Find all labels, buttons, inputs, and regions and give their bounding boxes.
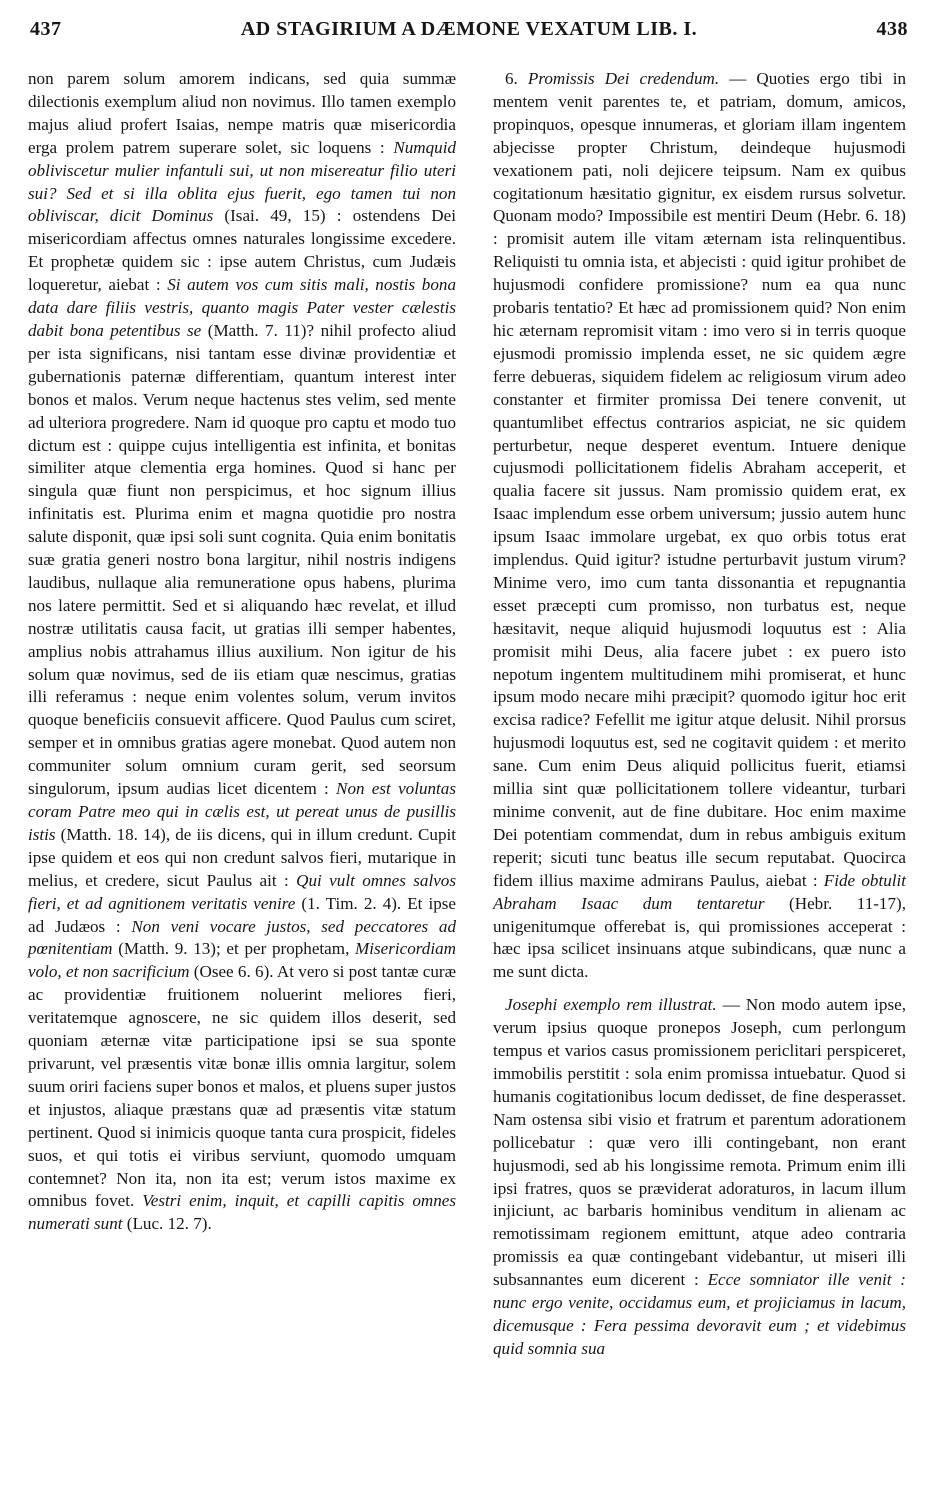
body-text: — Quoties ergo tibi in mentem venit parentes te, et patriam, domum, amicos, propinquos, opesque innumeras, et gloriam illam ingentem abjecisse propter Christum, deindeque hujusmodi vexationem pati, noli dejicere teipsum. Nam ex quibus cogitationum hæsitatio gignitur, ex eisdem rursus solvetur. Quonam modo? Impossibile est mentiri Deum (Hebr. 6. 18) : promisit autem ille vitam æternam ista relinquentibus. Reliquisti tu omnia ista, et abjecisti : quid igitur prohibet de hujusmodi confidere promissione? num ea qua nunc probaris tentatio? Et hæc ad promissionem quid? Non enim hic æternam repromisit vitam : imo vero si in terris quoque ejusmodi promissio implenda esset, ne sic quidem ægre ferre debueras, siquidem fidelem ac religiosum virum adeo constanter et firmiter promissa Dei tenere convenit, ut quantumlibet effectus contrarios aspiciat, ne sic quidem perturbetur, neque desperet eventum. Intuere denique cujusmodi pollicitationem fidelis Abraham acceperit, et qualia facere sit jussus. Nam promissio quidem erat, ex Isaac implendum esse orbem universum; jussio autem hunc ipsum Isaac immolare urgebat, ex quo orbis totus erat implendus. Quid igitur? istudne perturbavit justum virum? Minime vero, imo cum tanta dissonantia et repugnantia esset præcepti cum promisso, non turbatus est, neque hæsitavit, neque aliquid hujusmodi loquutus est : Alia promisit mihi Deus, alia facere jubet : ex puero isto nepotum ingentem multitudinem mihi promiserat, et hunc ipsum modo necare mihi præcipit? quomodo igitur hoc erit excisa radice? Fefellit me igitur atque delusit. Nihil prorsus hujusmodi loquutus est, sed ne cogitavit quidem : et merito sane. Cum enim Deus aliquid pollicitus fuerit, etiamsi millia sint quæ pollicitationem tollere videantur, turbari minime convenit, aut de fine dubitare. Hoc enim maxime Dei potentiam commendat, dum in rebus ambiguis exitum reperit; sicuti tunc beatus ille secum reputabat. Quocirca fidem illius maxime admirans Paulus, aiebat : (493, 69, 907, 890)
scripture-quote: Si autem vos cum sitis mali, nostis bona data dare filiis vestris, quanto magis Pater vester cælestis dabit bona petentibus se (28, 275, 456, 340)
body-text: (Matth. 18. 14), de iis dicens, qui in illum credunt. Cupit ipse quidem et eos qui non credunt salvos fieri, mutarique in melius, et credere, sicut Paulus ait : (28, 824, 456, 890)
body-text: non parem solum amorem indicans, sed quia summæ dilectionis exemplum aliud non novimus. Illo tamen exemplo majus aliud profert Isaias, nempe matris quæ misericordia erga prolem patrem superare solet, sic loquens : (28, 69, 456, 157)
section-number: 6. (505, 69, 528, 88)
running-title: AD STAGIRIUM A DÆMONE VEXATUM LIB. I. (240, 18, 698, 40)
scripture-quote: Non est voluntas coram Patre meo qui in cælis est, ut pereat unus de pusillis istis (28, 779, 456, 844)
section-7-paragraph (493, 994, 906, 1361)
body-text: (1. Tim. 2. 4). Et ipse ad Judæos : (28, 893, 456, 936)
scripture-quote: Fide obtulit Abraham Isaac dum tentaretur (493, 870, 906, 913)
scripture-quote: Vestri enim, inquit, et capilli capitis omnes numerati sunt (28, 1191, 457, 1234)
body-text: (Osee 6. 6). At vero si post tantæ curæ ac providentiæ fruitionem noluerint meliores fieri, veritatemque agnoscere, ne sic quidem illos deserit, sed quoniam æternæ vitæ participatione ipsi se sua sponte privarunt, vel præsentis vitæ bonæ illis omnia largitur, solem suum oriri faciens super bonos et malos, et pluens super justos et injustos, aliaque præstans quæ ad præsentis vitæ statum pertinent. Quod si inimicis quoque tanta cura prospicit, fideles suos, et qui totis ei viribus serviunt, quomodo umquam contemnet? Non ita, non ita est; verum istos maxime ex omnibus fovet. (28, 962, 456, 1211)
body-text: (Hebr. 11-17), unigenitumque offerebat is, qui promissiones acceperat : hæc ipsa scilicet insinuans atque subindicans, quæ nunc a me sunt dicta. (493, 893, 906, 982)
section-6-paragraph (493, 68, 906, 984)
scripture-quote: Ecce somniator ille venit : nunc ergo venite, occidamus eum, et projiciamus in lacum, dicemusque : Fera pessima devoravit eum ; et videbimus quid somnia sua (493, 1270, 906, 1358)
scripture-quote: Non veni vocare justos, sed peccatores ad pœnitentiam (28, 916, 456, 959)
page-number-right: 438 (876, 18, 908, 40)
left-column (28, 68, 456, 1236)
body-text: (Matth. 9. 13); et per prophetam, (112, 939, 356, 959)
paragraph (28, 68, 456, 1236)
section-heading: Promissis Dei credendum. (527, 69, 720, 88)
section-heading: Josephi exemplo rem illustrat. (505, 995, 717, 1015)
body-text: (Luc. 12. 7). (122, 1214, 212, 1234)
body-text: (Matth. 7. 11)? nihil profecto aliud per ista significans, nisi tantam esse divinæ providentiæ et gubernationis paternæ differentiam, quantum interest inter bonos et malos. Verum neque hactenus stes velim, sed mente ad ulteriora progredere. Nam id quoque pro captu et modo tuo dictum est : quippe cujus intelligentia est infinita, et bonitas similiter atque clementia erga homines. Quod si hanc per singula quæ fiunt non perspicimus, et hoc signum illius infinitatis est. Plurima enim et magna quotidie pro nostra salute disponit, quæ ipsi soli sunt cognita. Quia enim bonitatis suæ gratia generi nostro bona largitur, nihil nostris indigens laudibus, nullaque alia remuneratione opus habens, plurima nos latere permittit. Sed et si aliquando hæc revelat, et illud nostræ utilitatis causa facit, ut gratias illi semper habentes, amplius nobis attrahamus illius auxilium. Non igitur de his solum quæ novimus, sed de iis etiam quæ nescimus, gratias illi referamus : neque enim volentes solum, verum invitos quoque beneficiis consuevit afficere. Quod Paulus cum sciret, semper et in omnibus gratias agere monebat. Quod autem non communiter solum omnium curam gerit, sed seorsum singulorum, ipsum audias licet dicentem : (28, 320, 456, 799)
right-column (493, 68, 906, 1361)
scripture-quote: Numquid obliviscetur mulier infantuli sui, ut non misereatur filio uteri sui? Sed et si illa oblita ejus fuerit, ego tamen tui non obliviscar, dicit Dominus (28, 137, 456, 226)
body-text: — Non modo autem ipse, verum ipsius quoque pronepos Joseph, cum perlongum tempus et varios casus promissionem periclitari perspiceret, immobilis perstitit : sola enim promissa intuebatur. Quod si humanis cogitationibus locum dedisset, de fine desperasset. Nam ostensa sibi visio et fratrum et parentum adorationem pollicebatur : quæ vero illi contingebant, non erant hujusmodi, sed ab his longissime remota. Primum enim illi ipsi fratres, quos se præviderat adoraturos, in lacum illum injiciunt, ac barbaris hominibus venditum in alienam ac remotissimam regionem emittunt, atque adeo contraria promissis ea quæ contingebant videbantur, ut miseri illi subsannantes eum dicerent : (493, 995, 906, 1290)
running-header (30, 14, 908, 44)
page-number-left: 437 (30, 18, 62, 40)
body-text: (Isai. 49, 15) : ostendens Dei misericordiam affectus omnes naturales longissime excedere. Et prophetæ quidem sic : ipse autem Christus, cum Judæis loqueretur, aiebat : (28, 206, 456, 295)
scripture-quote: Misericordiam volo, et non sacrificium (28, 939, 456, 982)
scripture-quote: Qui vult omnes salvos fieri, et ad agnitionem veritatis venire (28, 870, 456, 913)
